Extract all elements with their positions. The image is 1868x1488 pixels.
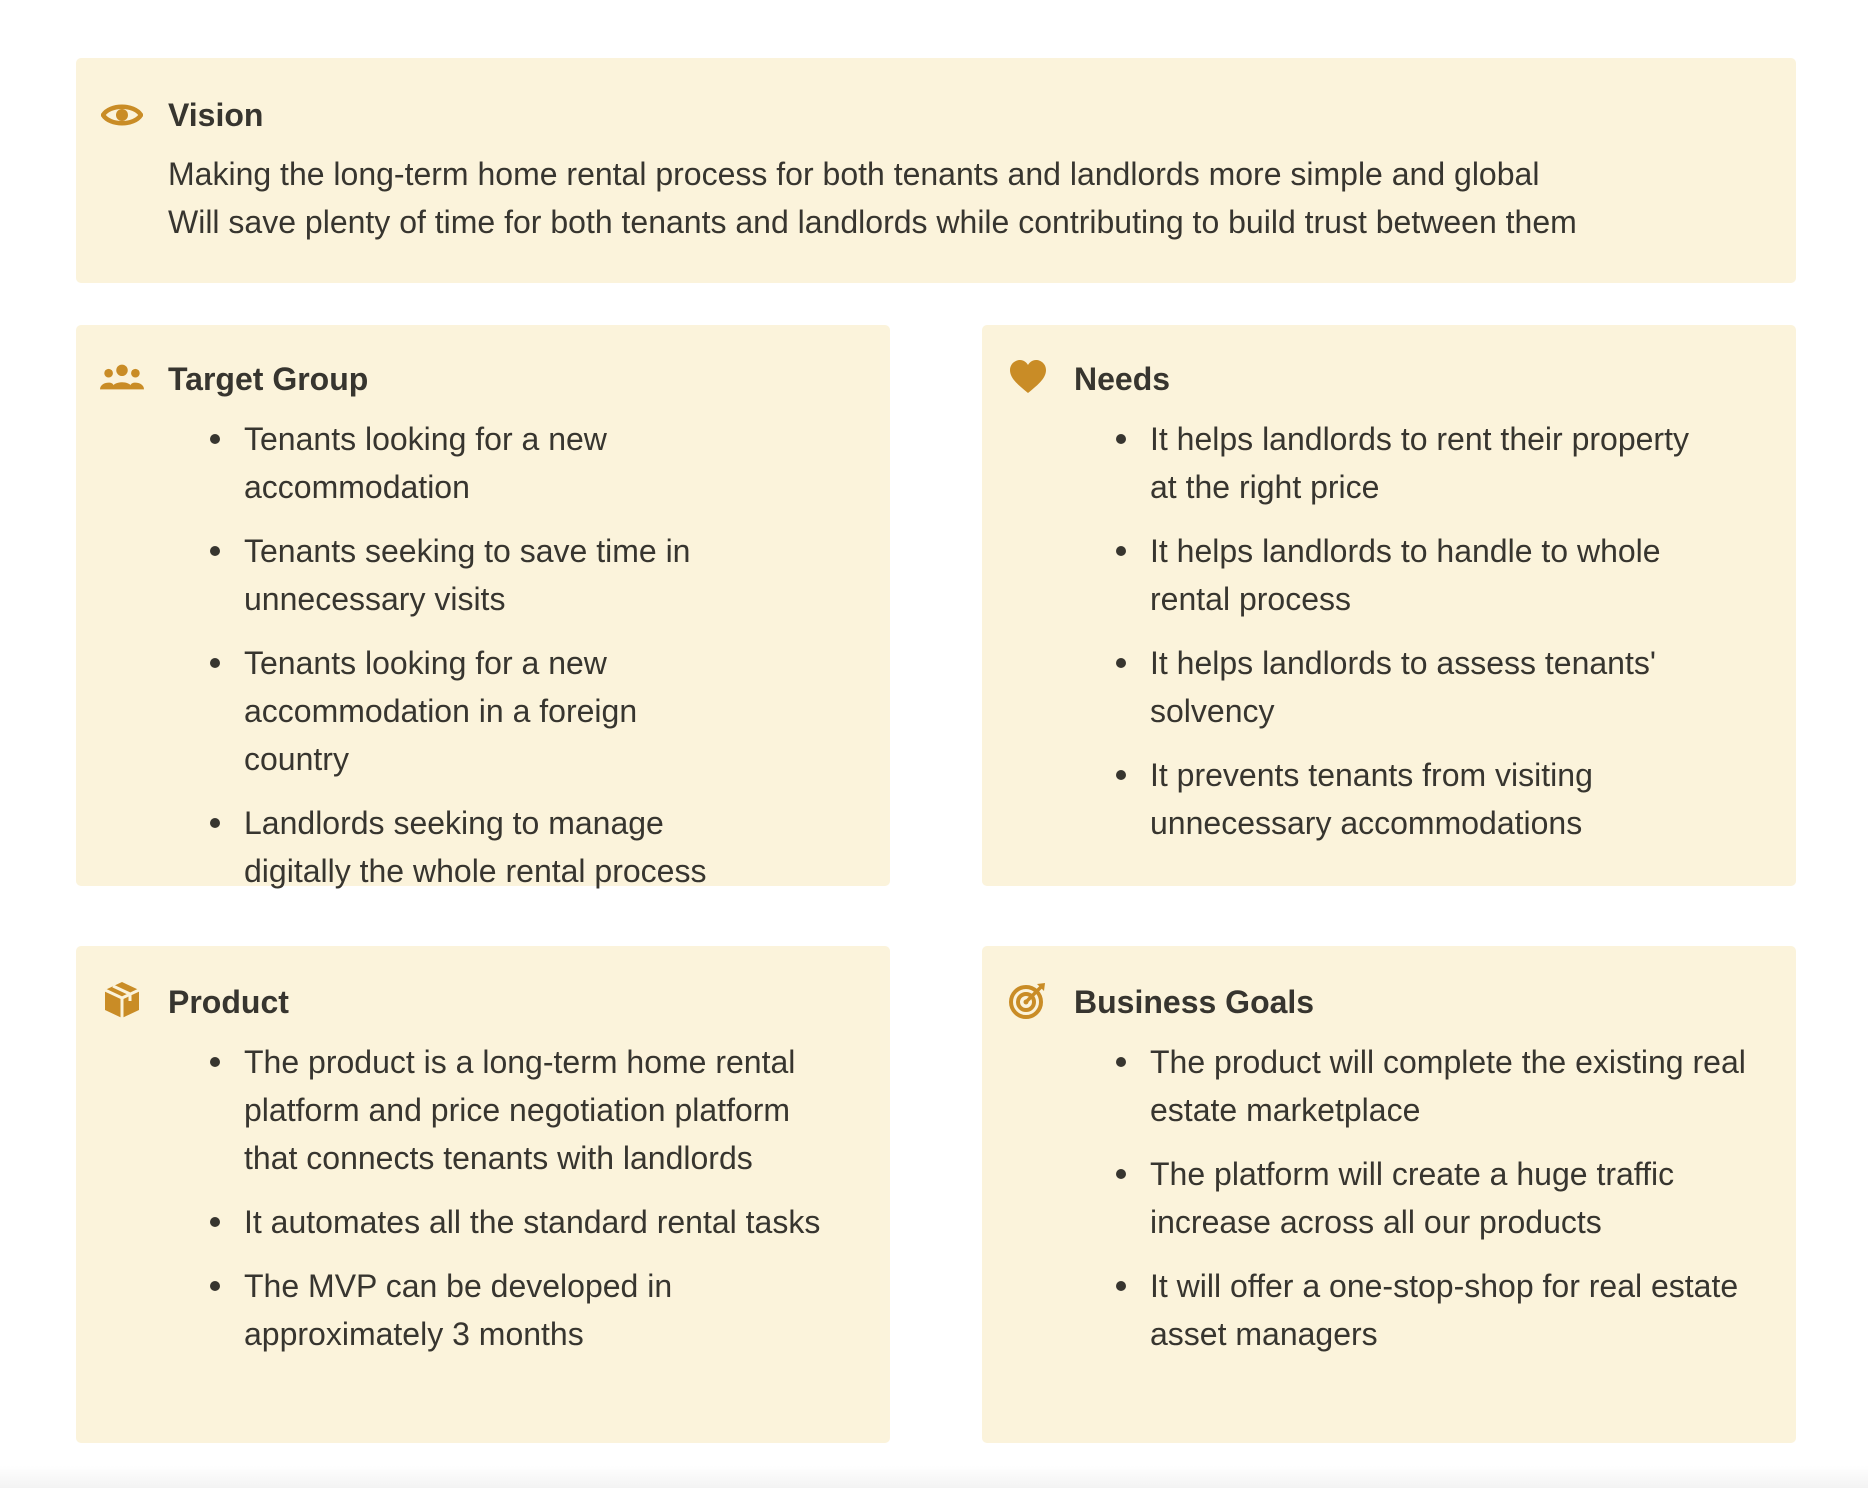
list-item: It helps landlords to rent their property at the right price xyxy=(1094,415,1714,511)
list-item: It helps landlords to assess tenants' solvency xyxy=(1094,639,1714,735)
list-item: Landlords seeking to manage digitally the whole rental process xyxy=(188,799,748,895)
business-goals-list xyxy=(1094,1038,1754,1374)
list-item: Tenants seeking to save time in unnecessary visits xyxy=(188,527,748,623)
list-item: It prevents tenants from visiting unnecessary accommodations xyxy=(1094,751,1714,847)
list-item: Tenants looking for a new accommodation xyxy=(188,415,748,511)
target-group-title: Target Group xyxy=(168,361,369,397)
eye-icon xyxy=(100,93,144,137)
product-card xyxy=(76,946,890,1443)
needs-title: Needs xyxy=(1074,361,1171,397)
vision-line-2: Will save plenty of time for both tenants and landlords while contributing to build trust between them xyxy=(168,204,1577,240)
needs-card xyxy=(982,325,1796,886)
product-title: Product xyxy=(168,984,289,1020)
list-item: The product is a long-term home rental platform and price negotiation platform that connects tenants with landlords xyxy=(188,1038,828,1182)
target-group-list xyxy=(188,415,748,911)
product-list xyxy=(188,1038,828,1374)
list-item: It will offer a one-stop-shop for real estate asset managers xyxy=(1094,1262,1754,1358)
needs-list xyxy=(1094,415,1714,863)
target-group-card xyxy=(76,325,890,889)
list-item: The product will complete the existing real estate marketplace xyxy=(1094,1038,1754,1134)
bottom-divider xyxy=(0,1466,1868,1488)
vision-line-1: Making the long-term home rental process for both tenants and landlords more simple and global xyxy=(168,156,1540,192)
people-icon xyxy=(100,355,144,399)
list-item: It helps landlords to handle to whole rental process xyxy=(1094,527,1714,623)
target-icon xyxy=(1006,978,1050,1022)
vision-title: Vision xyxy=(168,97,264,133)
list-item: The platform will create a huge traffic increase across all our products xyxy=(1094,1150,1754,1246)
list-item: Tenants looking for a new accommodation in a foreign country xyxy=(188,639,748,783)
business-goals-card xyxy=(982,946,1796,1443)
list-item: It automates all the standard rental tasks xyxy=(188,1198,828,1246)
package-icon xyxy=(100,978,144,1022)
vision-card xyxy=(76,58,1796,283)
business-goals-title: Business Goals xyxy=(1074,984,1315,1020)
list-item: The MVP can be developed in approximately 3 months xyxy=(188,1262,828,1358)
heart-icon xyxy=(1006,355,1050,399)
